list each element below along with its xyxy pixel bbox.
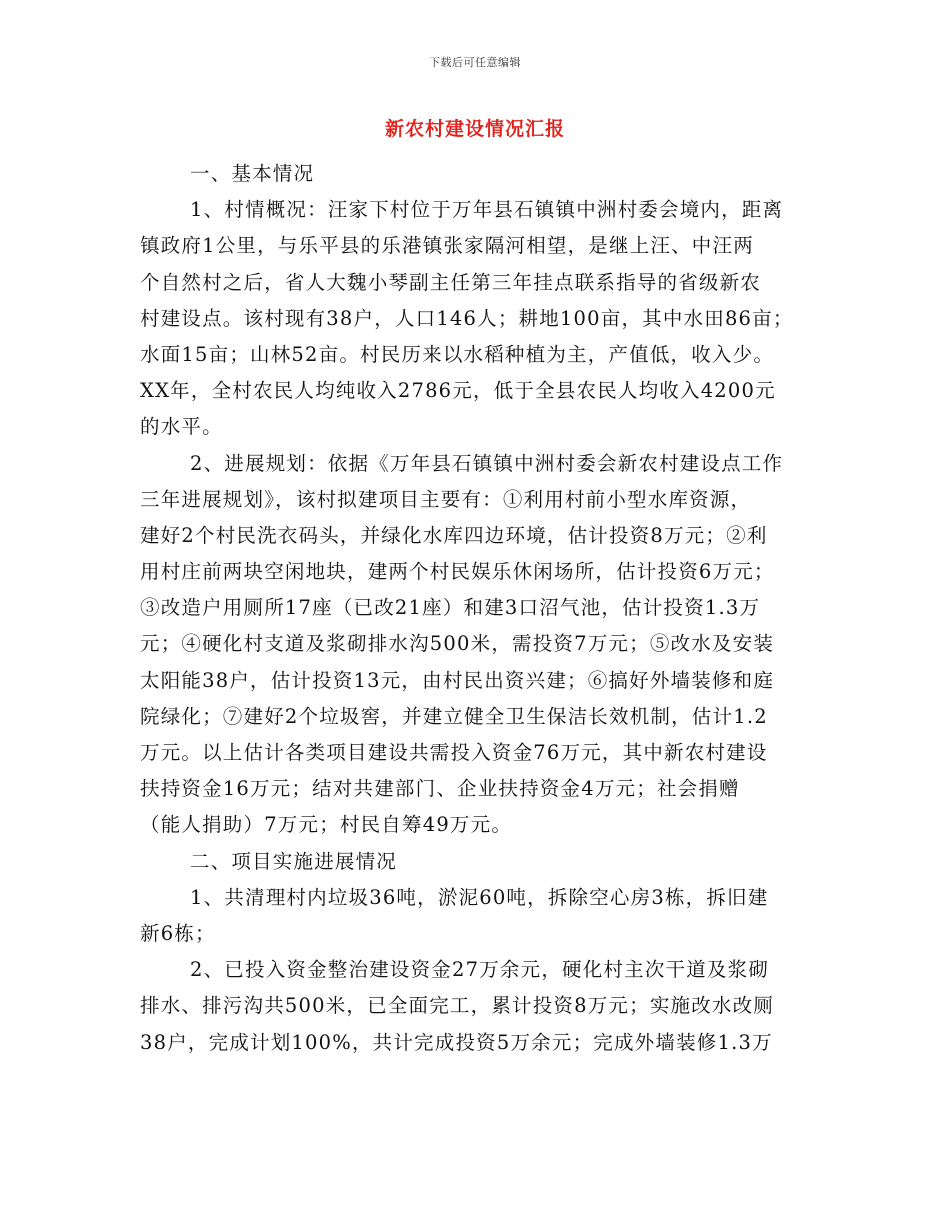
body-line: 太阳能38户，估计投资13元，由村民出资兴建；⑥搞好外墙装修和庭 (140, 668, 775, 692)
body-line: 院绿化；⑦建好2个垃圾窖，并建立健全卫生保洁长效机制，估计1.2 (140, 704, 768, 728)
body-line: 个自然村之后，省人大魏小琴副主任第三年挂点联系指导的省级新农 (140, 270, 762, 294)
body-line: 建好2个村民洗衣码头，并绿化水库四边环境，估计投资8万元；②利 (140, 523, 768, 547)
body-line: 用村庄前两块空闲地块，建两个村民娱乐休闲场所，估计投资6万元； (140, 560, 775, 584)
body-line: 村建设点。该村现有38户，人口146人；耕地100亩，其中水田86亩； (140, 306, 794, 330)
header-note: 下载后可任意编辑 (429, 56, 521, 69)
body-line: 一、基本情况 (190, 162, 315, 185)
body-line: 三年进展规划》，该村拟建项目主要有：①利用村前小型水库资源， (140, 487, 752, 511)
body-line: （能人捐助）7万元；村民自筹49万元。 (140, 813, 513, 837)
body-line: 38户，完成计划100%，共计完成投资5万余元；完成外墙装修1.3万 (140, 1030, 773, 1054)
body-line: 镇政府1公里，与乐平县的乐港镇张家隔河相望，是继上汪、中汪两 (140, 234, 754, 258)
body-line: 元；④硬化村支道及浆砌排水沟500米，需投资7万元；⑤改水及安装 (140, 632, 775, 656)
body-line: 1、村情概况：汪家下村位于万年县石镇镇中洲村委会境内，距离 (190, 198, 784, 222)
body-line: 新6栋； (140, 921, 216, 945)
body-line: 的水平。 (140, 415, 223, 439)
body-line: 万元。以上估计各类项目建设共需投入资金76万元，其中新农村建设 (140, 741, 768, 764)
document-body (140, 156, 810, 1061)
body-line: ③改造户用厕所17座（已改21座）和建3口沼气池，估计投资1.3万 (140, 596, 761, 620)
body-line: 排水、排污沟共500米，已全面完工，累计投资8万元；实施改水改厕 (140, 994, 775, 1018)
body-line: 2、已投入资金整治建设资金27万余元，硬化村主次干道及浆砌 (190, 958, 770, 982)
body-line: 2、进展规划：依据《万年县石镇镇中洲村委会新农村建设点工作 (190, 451, 784, 475)
body-line: XX年，全村农民人均纯收入2786元，低于全县农民人均收入4200元 (140, 379, 776, 403)
body-line: 二、项目实施进展情况 (190, 849, 398, 873)
body-line: 水面15亩；山林52亩。村民历来以水稻种植为主，产值低，收入少。 (140, 342, 775, 366)
body-line: 1、共清理村内垃圾36吨，淤泥60吨，拆除空心房3栋，拆旧建 (190, 885, 769, 909)
body-line: 扶持资金16万元；结对共建部门、企业扶持资金4万元；社会捐赠 (140, 777, 740, 801)
document-title: 新农村建设情况汇报 (384, 118, 565, 140)
